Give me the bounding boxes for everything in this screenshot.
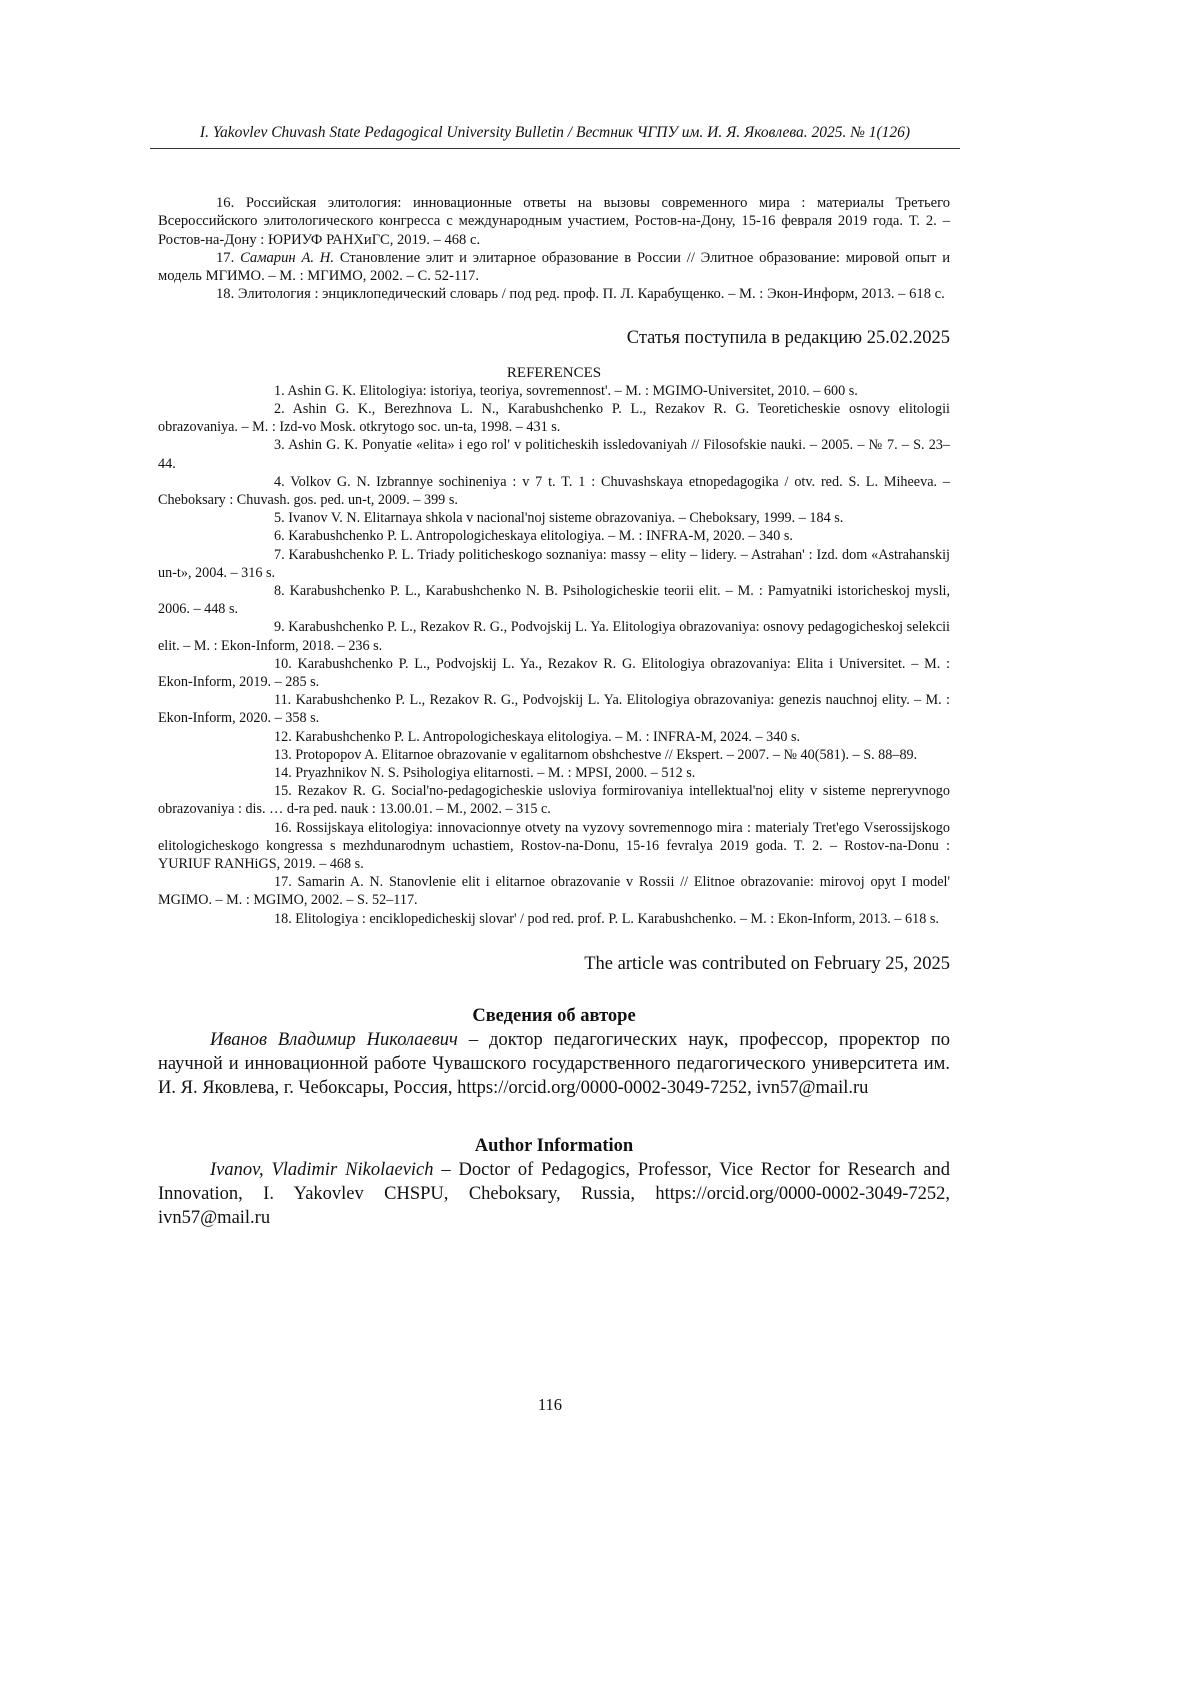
author-details-en: – Doctor of Pedagogics, Professor, Vice Rector for Research and Innovation, I. Yakovlev CHSPU, Cheboksary, Russia, https://orcid.org/0000-0002-3049-7252, ivn57@mail.ru [158, 1159, 950, 1228]
author-info-en-title: Author Information [474, 1135, 634, 1156]
reference-number: 15. [274, 783, 292, 800]
ru-reference-text: Российская элитология: инновационные ответы на вызовы современного мира : материалы Третьего Всероссийского элитологического конгресса с международным участием, Ростов-на-Дону, 15-16 февраля 2019 года. Т. 2. – Ростов-на-Дону : ЮРИУФ РАНХиГС, 2019. – 468 с. [158, 195, 951, 248]
ru-reference-text: Становление элит и элитарное образование в России // Элитное образование: мировой опыт и модель МГИМО. – М. : МГИМО, 2002. – С. 52-117. [158, 249, 951, 285]
ru-reference-author: Самарин А. Н. [240, 249, 334, 266]
reference-item [158, 436, 950, 472]
reference-item [158, 546, 950, 582]
running-header: I. Yakovlev Chuvash State Pedagogical University Bulletin / Вестник ЧГПУ им. И. Я. Яковлева. 2025. № 1(126) [150, 124, 960, 149]
reference-text: Karabushchenko P. L. Triady politicheskogo soznaniya: massy – elity – lidery. – Astrahan' : Izd. dom «Astrahanskij un-t», 2004. – 316 s. [158, 546, 950, 581]
ru-reference-number: 16. [216, 195, 235, 211]
reference-item [158, 582, 950, 618]
reference-number: 14. [274, 765, 292, 782]
reference-item [158, 655, 950, 691]
russian-references-list [158, 194, 950, 304]
reference-number: 12. [274, 728, 292, 745]
reference-number: 5. [274, 510, 285, 527]
reference-number: 10. [274, 655, 292, 672]
reference-item [158, 618, 950, 654]
reference-item [158, 764, 950, 782]
reference-item [158, 527, 950, 545]
reference-number: 13. [274, 746, 292, 763]
reference-item [158, 819, 950, 874]
author-info-ru-title: Сведения об авторе [472, 1005, 636, 1026]
reference-item [158, 473, 950, 509]
author-info-ru [158, 1004, 950, 1100]
reference-item [158, 910, 950, 928]
ru-reference-number: 18. [216, 286, 235, 303]
author-name-ru: Иванов Владимир Николаевич [210, 1029, 458, 1050]
reference-item [158, 509, 950, 527]
reference-number: 7. [274, 546, 285, 563]
page-number: 116 [537, 1395, 563, 1414]
reference-item [158, 382, 950, 400]
reference-text: Karabushchenko P. L., Podvojskij L. Ya., Rezakov R. G. Elitologiya obrazovaniya: Elita i Universitet. – M. : Ekon-Inform, 2019. – 285 s. [158, 655, 951, 691]
reference-number: 2. [274, 400, 285, 417]
references-list [158, 382, 950, 928]
reference-item [158, 746, 950, 764]
author-info-en [158, 1134, 950, 1230]
ru-reference-item [158, 285, 950, 303]
references-heading: REFERENCES [506, 364, 602, 381]
reference-text: Karabushchenko P. L. Antropologicheskaya elitologiya. – M. : INFRA-M, 2024. – 340 s. [295, 728, 801, 745]
reference-number: 6. [274, 528, 285, 545]
author-info-ru-paragraph [158, 1028, 950, 1100]
reference-text: Samarin A. N. Stanovlenie elit i elitarnoe obrazovanie v Rossii // Elitnoe obrazovanie: mirovoj opyt I model' MGIMO. – M. : MGIMO, 2002. – S. 52–117. [158, 874, 951, 909]
contributed-date-en: The article was contributed on February 25, 2025 [584, 953, 950, 974]
reference-text: Volkov G. N. Izbrannye sochineniya : v 7 t. T. 1 : Chuvashskaya etnopedagogika / otv. red. S. L. Miheeva. – Cheboksary : Chuvash. gos. ped. un-t, 2009. – 399 s. [158, 473, 951, 508]
reference-item [158, 400, 950, 436]
reference-text: Karabushchenko P. L., Karabushchenko N. B. Psihologicheskie teorii elit. – M. : Pamyatniki istoricheskoj mysli, 2006. – 448 s. [158, 583, 950, 618]
author-name-en: Ivanov, Vladimir Nikolaevich [210, 1159, 434, 1180]
reference-text: Protopopov A. Elitarnoe obrazovanie v egalitarnom obshchestve // Ekspert. – 2007. – № 40(581). – S. 88–89. [295, 746, 918, 763]
ru-reference-text: Элитология : энциклопедический словарь / под ред. проф. П. Л. Карабущенко. – М. : Экон-Информ, 2013. – 618 с. [237, 286, 945, 303]
reference-text: Rossijskaya elitologiya: innovacionnye otvety na vyzovy sovremennogo mira : materialy Tret'ego Vserossijskogo elitologicheskogo kongressa s mezhdunarodnym uchastiem, Rostov-na-Donu, 15-16 fevralya 2019 goda. T. 2. – Rostov-na-Donu : YURIUF RANHiGS, 2019. – 468 s. [158, 819, 950, 873]
reference-number: 16. [274, 819, 292, 836]
received-date-ru: Статья поступила в редакцию 25.02.2025 [626, 327, 950, 348]
reference-number: 11. [274, 692, 292, 709]
reference-item [158, 691, 950, 727]
ru-reference-item [158, 249, 950, 286]
reference-item [158, 728, 950, 746]
reference-item [158, 782, 950, 818]
author-info-en-paragraph [158, 1158, 950, 1230]
reference-text: Rezakov R. G. Social'no-pedagogicheskie usloviya formirovaniya intellektual'noj elity v sisteme nepreryvnogo obrazovaniya : dis. … d-ra ped. nauk : 13.00.01. – M., 2002. – 315 c. [158, 783, 950, 818]
reference-text: Elitologiya : enciklopedicheskij slovar' / pod red. prof. P. L. Karabushchenko. – M. : Ekon-Inform, 2013. – 618 s. [295, 910, 939, 927]
reference-number: 4. [274, 473, 285, 490]
reference-text: Karabushchenko P. L. Antropologicheskaya elitologiya. – M. : INFRA-M, 2020. – 340 s. [288, 528, 793, 545]
page-content [158, 194, 950, 1230]
reference-text: Pryazhnikov N. S. Psihologiya elitarnosti. – M. : MPSI, 2000. – 512 s. [295, 765, 696, 782]
reference-number: 17. [274, 874, 292, 891]
reference-number: 1. [274, 382, 285, 399]
reference-item [158, 873, 950, 909]
reference-number: 18. [274, 910, 292, 927]
reference-number: 8. [274, 583, 285, 600]
reference-text: Ashin G. K. Elitologiya: istoriya, teoriya, sovremennost'. – M. : MGIMO-Universitet, 2010. – 600 s. [287, 382, 858, 399]
reference-number: 3. [274, 437, 285, 454]
ru-reference-number: 17. [216, 249, 235, 266]
reference-text: Karabushchenko P. L., Rezakov R. G., Podvojskij L. Ya. Elitologiya obrazovaniya: osnovy pedagogicheskoj selekcii elit. – M. : Ekon-Inform, 2018. – 236 s. [158, 619, 950, 654]
reference-text: Ashin G. K., Berezhnova L. N., Karabushchenko P. L., Rezakov R. G. Teoreticheskie osnovy elitologii obrazovaniya. – M. : Izd-vo Mosk. otkrytogo soc. un-ta, 1998. – 431 s. [158, 400, 950, 436]
reference-text: Ashin G. K. Ponyatie «elita» i ego rol' v politicheskih issledovaniyah // Filosofskie nauki. – 2005. – № 7. – S. 23–44. [158, 437, 950, 472]
reference-number: 9. [274, 619, 285, 636]
author-details-ru: – доктор педагогических наук, профессор, проректор по научной и инновационной работе Чувашского государственного педагогического университета им. И. Я. Яковлева, г. Чебоксары, Россия, https://orcid.org/0000-0002-3049-7252, ivn57@mail.ru [158, 1029, 950, 1098]
reference-text: Ivanov V. N. Elitarnaya shkola v nacional'noj sisteme obrazovaniya. – Cheboksary, 1999. – 184 s. [288, 510, 844, 527]
ru-reference-item [158, 194, 950, 249]
reference-text: Karabushchenko P. L., Rezakov R. G., Podvojskij L. Ya. Elitologiya obrazovaniya: genezis nauchnoj elity. – M. : Ekon-Inform, 2020. – 358 s. [158, 692, 950, 727]
